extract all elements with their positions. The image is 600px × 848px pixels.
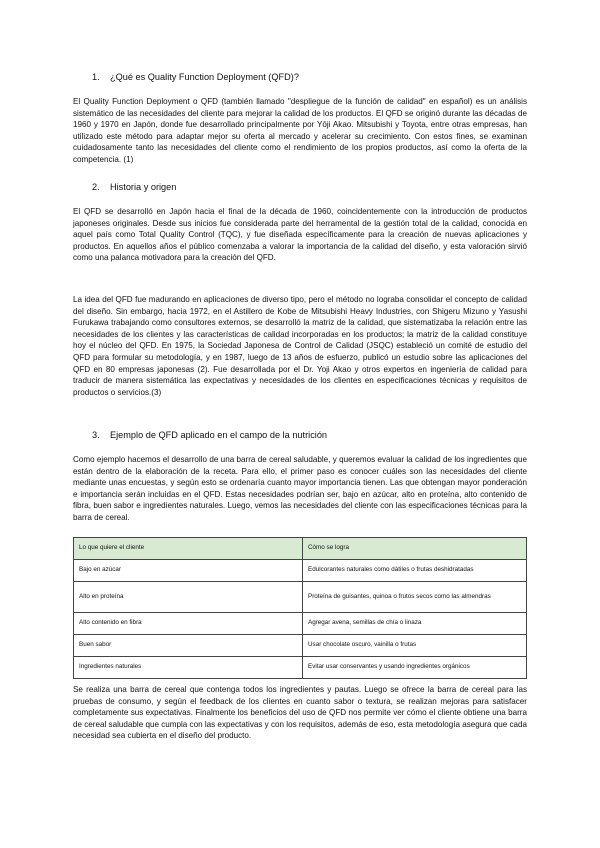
section-title: Historia y origen bbox=[110, 182, 177, 192]
table-row bbox=[74, 582, 527, 613]
table-cell: Ingredientes naturales bbox=[74, 657, 303, 679]
table-row bbox=[74, 613, 527, 635]
section-heading-2 bbox=[92, 181, 176, 193]
table-cell: Buen sabor bbox=[74, 635, 303, 657]
table-header-how-achieved: Cómo se logra bbox=[303, 538, 527, 560]
table-row bbox=[74, 657, 527, 679]
section-heading-1 bbox=[92, 71, 299, 83]
section-title: ¿Qué es Quality Function Deployment (QFD)? bbox=[110, 72, 299, 82]
paragraph-qfd-definition: El Quality Function Deployment o QFD (también llamado "despliegue de la función de calidad" en español) es un análisis sistemático de las necesidades del cliente para mejorar la calidad de los productos. El QFD se originó durante las décadas de 1960 y 1970 en Japón, donde fue desarrollado principalmente por Yōji Akao. Mitsubishi y Toyota, entre otras empresas, han utilizado este método para adaptar mejor su oferta al mercado y acelerar su crecimiento. Con estos fines, se examinan cuidadosamente tanto las necesidades del cliente como el rendimiento de los propios productos, así como la oferta de la competencia. (1) bbox=[73, 97, 527, 164]
paragraph-history-2: La idea del QFD fue madurando en aplicaciones de diverso tipo, pero el método no lograba consolidar el concepto de calidad del diseño. Sin embargo, hacia 1972, en el Astillero de Kobe de Mitsubishi Heavy Industries, con Shigeru Mizuno y Yasushi Furukawa trabajando como consultores externos, se desarrolló la matriz de la calidad, que sistematizaba la relación entre las necesidades de los clientes y las características de calidad incorporadas en los productos; la matriz de la calidad constituye hoy el núcleo del QFD. En 1975, la Sociedad Japonesa de Control de Calidad (JSQC) estableció un comité de estudio del QFD para formular su metodología, y en 1987, luego de 13 años de esfuerzo, publicó un estudio sobre las aplicaciones del QFD en 80 empresas japonesas (2). Fue desarrollada por el Dr. Yoji Akao y otros expertos en ingeniería de calidad para traducir de manera sistemática las expectativas y necesidades de los clientes en especificaciones técnicas y requisitos de productos o servicios.(3) bbox=[73, 295, 527, 397]
table-cell: Bajo en azúcar bbox=[74, 560, 303, 582]
table-cell: Evitar usar conservantes y usando ingredientes orgánicos bbox=[303, 657, 527, 679]
paragraph-conclusion: Se realiza una barra de cereal que contenga todos los ingredientes y pautas. Luego se ofrece la barra de cereal para las pruebas de consumo, y según el feedback de los clientes en cuanto sabor o textura, se realizan mejoras para satisfacer completamente sus expectativas. Finalmente los beneficios del uso de QFD nos permite ver cómo el cliente obtiene una barra de cereal saludable que cumpla con las expectativas y con los requisitos, además de eso, esta metodología asegura que cada necesidad sea cubierta en el diseño del producto. bbox=[73, 685, 527, 741]
paragraph-history-1: El QFD se desarrolló en Japón hacia el final de la década de 1960, coincidentemente con la introducción de productos japoneses originales. Desde sus inicios fue considerada parte del herramental de la gestión total de la calidad, conocida en aquel país como Total Quality Control (TQC), y fue diseñada específicamente para la creación de nuevas aplicaciones y productos. En aquellos años el público comenzaba a valorar la importancia de la calidad del diseño, y esta valoración sirvió como una palanca motivadora para la creación del QFD. bbox=[73, 207, 527, 263]
section-heading-3 bbox=[92, 429, 327, 441]
table-row bbox=[74, 560, 527, 582]
table-header-row bbox=[74, 538, 527, 560]
section-number: 3. bbox=[92, 430, 100, 440]
table-cell: Agregar avena, semillas de chía o linaza bbox=[303, 613, 527, 635]
table-cell: Usar chocolate oscuro, vainilla o frutas bbox=[303, 635, 527, 657]
section-number: 2. bbox=[92, 182, 100, 192]
table-cell: Alto contenido en fibra bbox=[74, 613, 303, 635]
table-cell: Proteína de guisantes, quinoa o frutos secos como las almendras bbox=[303, 582, 527, 613]
table-cell: Edulcorantes naturales como dátiles o frutas deshidratadas bbox=[303, 560, 527, 582]
section-number: 1. bbox=[92, 72, 100, 82]
table-header-customer-want: Lo que quiere el cliente bbox=[74, 538, 303, 560]
requirements-table bbox=[73, 537, 527, 679]
paragraph-nutrition-example: Como ejemplo hacemos el desarrollo de una barra de cereal saludable, y queremos evaluar la calidad de los ingredientes que están dentro de la elaboración de la receta. Para ello, el primer paso es conocer cuáles son las necesidades del cliente mediante unas encuestas, y según esto se ordenaría cuanto mayor importancia tienen. Las que obtengan mayor ponderación e importancia serán incluidas en el QFD. Estas necesidades podrían ser, bajo en azúcar, alto en proteína, alto contenido de fibra, buen sabor e ingredientes naturales. Luego, vemos las necesidades del cliente con las especificaciones técnicas para la barra de cereal. bbox=[73, 455, 527, 522]
section-title: Ejemplo de QFD aplicado en el campo de la nutrición bbox=[110, 430, 328, 440]
table-cell: Alto en proteína bbox=[74, 582, 303, 613]
table-row bbox=[74, 635, 527, 657]
